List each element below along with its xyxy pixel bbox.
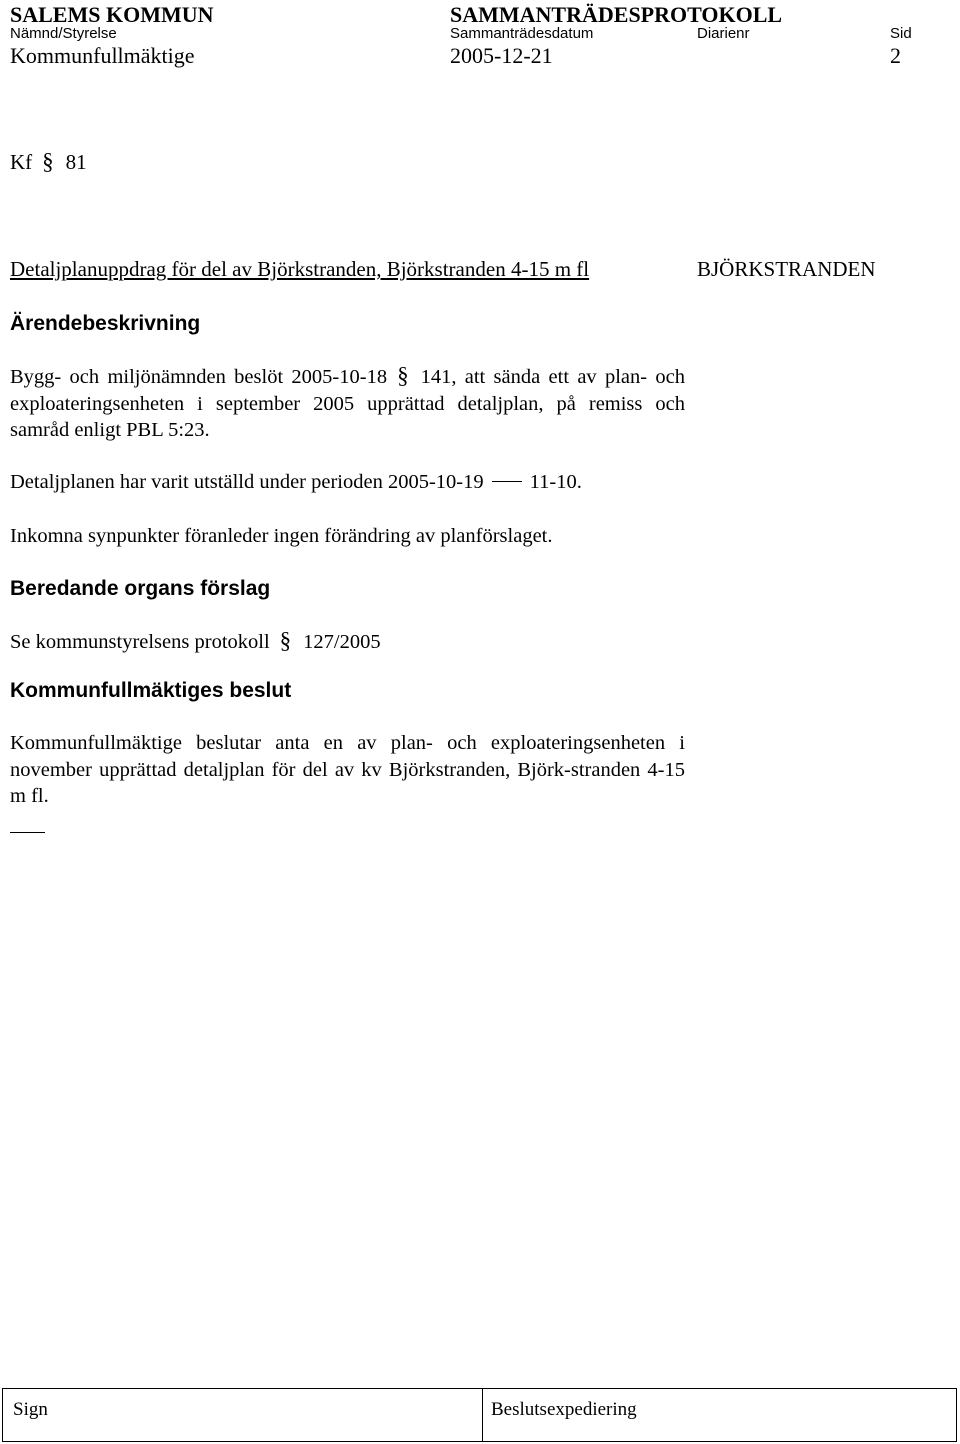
decision-heading: Kommunfullmäktiges beslut [10,679,292,702]
proposal-heading: Beredande organs förslag [10,577,271,600]
meeting-date-value: 2005-12-21 [450,43,553,68]
board-label: Nämnd/Styrelse [10,25,117,42]
description-heading: Ärendebeskrivning [10,312,201,335]
signature-footer [2,1388,957,1442]
organization-name: SALEMS KOMMUN [10,2,214,27]
description-paragraph-1: Bygg- och miljönämnden beslöt 2005-10-18 § 141, att sända ett av plan- och exploateringsenheten i september 2005 upprättad detaljplan, på remiss och samråd enligt PBL 5:23. [10,363,685,441]
footer-divider [482,1389,483,1441]
case-tag: BJÖRKSTRANDEN [697,257,876,281]
date-range-dash [492,481,522,482]
page-number-value: 2 [890,43,901,68]
sign-label: Sign [13,1399,48,1420]
page-label: Sid [890,25,912,42]
end-of-section-rule [10,832,45,833]
description-paragraph-3: Inkomna synpunkter föranleder ingen förändring av planförslaget. [10,525,553,547]
decision-paragraph: Kommunfullmäktige beslutar anta en av plan- och exploateringsenheten i november upprättad detaljplan för del av kv Björkstranden, Björk-stranden 4-15 m fl. [10,732,685,807]
board-value: Kommunfullmäktige [10,43,195,68]
meeting-date-label: Sammanträdesdatum [450,25,594,42]
case-subject: Detaljplanuppdrag för del av Björkstranden, Björkstranden 4-15 m fl [10,257,590,281]
document-title: SAMMANTRÄDESPROTOKOLL [450,2,783,27]
section-sign: § [397,363,409,388]
registry-number-label: Diarienr [697,25,750,42]
section-sign: § [42,149,54,174]
proposal-paragraph: Se kommunstyrelsens protokoll § 127/2005 [10,628,381,653]
case-number: Kf § 81 [10,149,87,174]
description-paragraph-2: Detaljplanen har varit utställd under perioden 2005-10-19 11-10. [10,471,582,493]
section-sign: § [279,628,292,653]
dispatch-label: Beslutsexpediering [491,1399,637,1420]
